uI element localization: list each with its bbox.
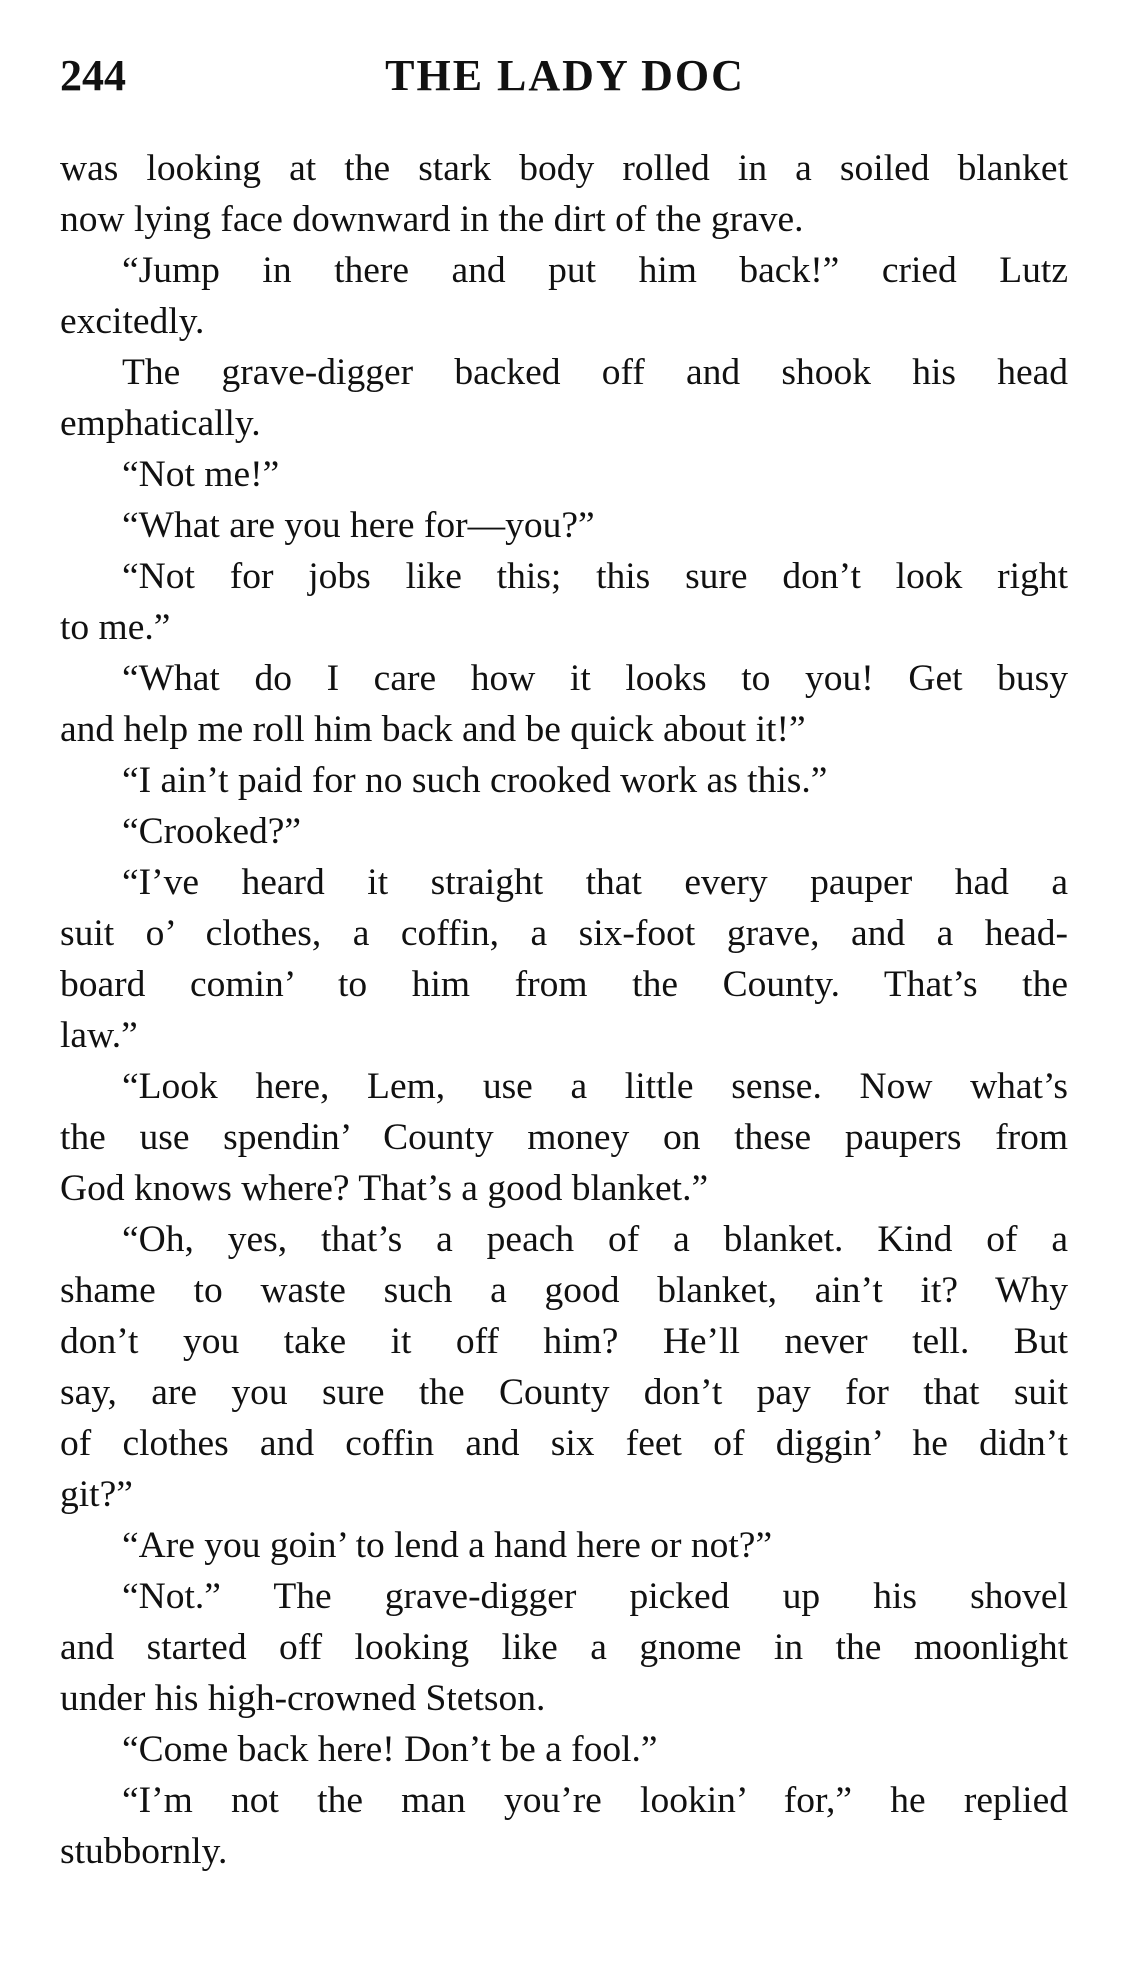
text-line: and started off looking like a gnome in the moonlight: [60, 1627, 1068, 1668]
text-line: “I’ve heard it straight that every pauper had a: [122, 862, 1068, 903]
paragraph: [60, 449, 1068, 500]
text-line: law.”: [60, 1015, 138, 1056]
paragraph: [60, 806, 1068, 857]
text-line: under his high-crowned Stetson.: [60, 1678, 546, 1719]
text-line: “Oh, yes, that’s a peach of a blanket. Kind of a: [122, 1219, 1068, 1260]
text-line: emphatically.: [60, 403, 261, 444]
paragraph: [60, 245, 1068, 347]
paragraph: [60, 500, 1068, 551]
text-line: “I ain’t paid for no such crooked work as this.”: [122, 760, 828, 801]
text-line: of clothes and coffin and six feet of diggin’ he didn’t: [60, 1423, 1068, 1464]
text-line: git?”: [60, 1474, 133, 1515]
text-line: don’t you take it off him? He’ll never tell. But: [60, 1321, 1068, 1362]
text-line: the use spendin’ County money on these paupers from: [60, 1117, 1068, 1158]
paragraph: [60, 653, 1068, 755]
text-line: The grave-digger backed off and shook his head: [122, 352, 1068, 393]
text-line: “Not me!”: [122, 454, 280, 495]
text-line: “I’m not the man you’re lookin’ for,” he replied: [122, 1780, 1068, 1821]
text-line: “Not for jobs like this; this sure don’t look right: [122, 556, 1068, 597]
paragraph: [60, 1061, 1068, 1214]
paragraph: [60, 1724, 1068, 1775]
paragraph: [60, 551, 1068, 653]
text-line: to me.”: [60, 607, 171, 648]
text-line: “Look here, Lem, use a little sense. Now what’s: [122, 1066, 1068, 1107]
text-line: God knows where? That’s a good blanket.”: [60, 1168, 709, 1209]
running-head: [60, 50, 1070, 110]
text-line: say, are you sure the County don’t pay for that suit: [60, 1372, 1068, 1413]
text-line: “Not.” The grave-digger picked up his shovel: [122, 1576, 1068, 1617]
paragraph: [60, 1214, 1068, 1520]
paragraph: [60, 1775, 1068, 1877]
text-line: “Crooked?”: [122, 811, 302, 852]
text-line: “Come back here! Don’t be a fool.”: [122, 1729, 658, 1770]
text-line: stubbornly.: [60, 1831, 228, 1872]
paragraph: [60, 347, 1068, 449]
body-text: [60, 143, 1068, 1877]
text-line: “What do I care how it looks to you! Get busy: [122, 658, 1068, 699]
text-line: now lying face downward in the dirt of the grave.: [60, 199, 804, 240]
text-line: board comin’ to him from the County. That’s the: [60, 964, 1068, 1005]
text-line: “What are you here for—you?”: [122, 505, 595, 546]
paragraph: [60, 143, 1068, 245]
text-line: “Jump in there and put him back!” cried Lutz: [122, 250, 1068, 291]
text-line: “Are you goin’ to lend a hand here or not?”: [122, 1525, 773, 1566]
running-title: THE LADY DOC: [385, 51, 745, 100]
paragraph: [60, 1520, 1068, 1571]
paragraph: [60, 857, 1068, 1061]
paragraph: [60, 755, 1068, 806]
page-number: 244: [60, 51, 126, 100]
text-line: was looking at the stark body rolled in a soiled blanket: [60, 148, 1068, 189]
paragraph: [60, 1571, 1068, 1724]
text-line: shame to waste such a good blanket, ain’t it? Why: [60, 1270, 1068, 1311]
text-line: and help me roll him back and be quick about it!”: [60, 709, 806, 750]
text-line: suit o’ clothes, a coffin, a six-foot grave, and a head-: [60, 913, 1068, 954]
text-line: excitedly.: [60, 301, 205, 342]
